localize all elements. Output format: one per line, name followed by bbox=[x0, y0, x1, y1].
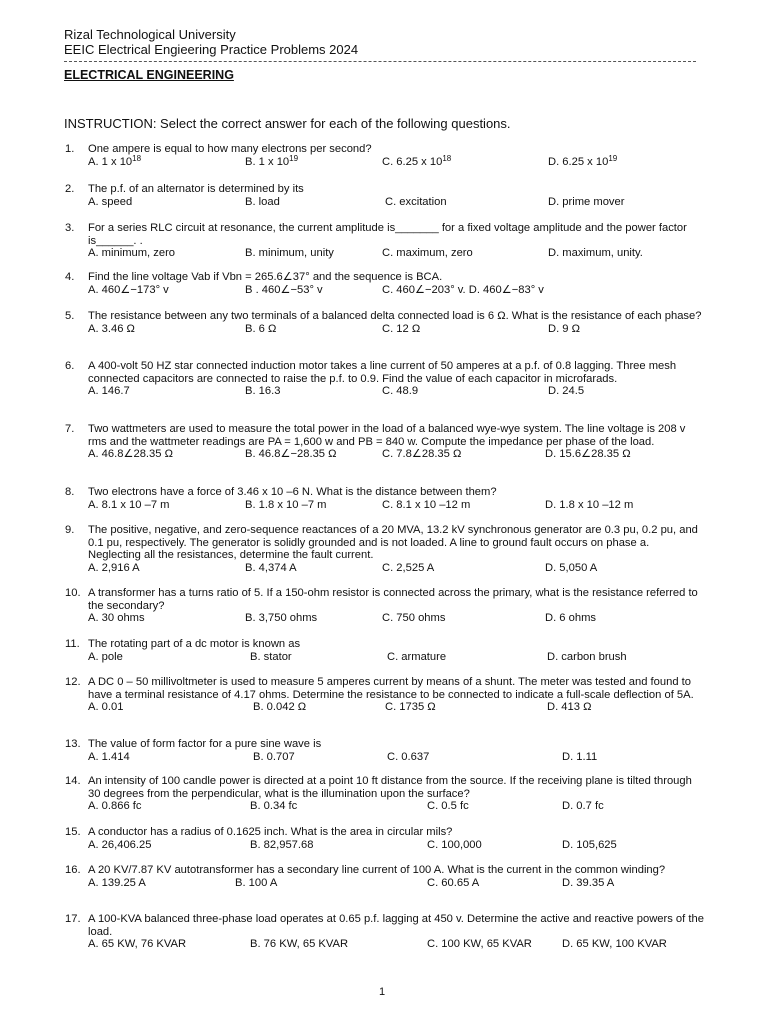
page-number: 1 bbox=[379, 986, 386, 998]
question-number: 10. bbox=[65, 587, 81, 599]
header-divider bbox=[64, 61, 696, 62]
question-stem: The resistance between any two terminals of a balanced delta connected load is 6 Ω. What is the resistance of each phase? bbox=[88, 310, 702, 322]
choice-b[interactable]: B. load bbox=[245, 195, 280, 208]
choice-a[interactable]: A. 8.1 x 10 –7 m bbox=[88, 498, 170, 511]
answer-choices bbox=[65, 612, 705, 625]
question-1 bbox=[65, 143, 705, 169]
choice-c[interactable]: C. 0.5 fc bbox=[427, 800, 469, 813]
answer-choices bbox=[65, 385, 705, 398]
question-number: 12. bbox=[65, 676, 81, 688]
choice-d[interactable]: D. 1.8 x 10 –12 m bbox=[545, 498, 634, 511]
choice-a[interactable]: A. speed bbox=[88, 195, 133, 208]
question-stem: Two wattmeters are used to measure the total power in the load of a balanced wye-wye system. The line voltage is 208 v rms and the wattmeter readings are PA = 1,600 w and PB = 840 w. Compute the impedance per phase of the load. bbox=[88, 423, 686, 448]
choice-b[interactable]: B. 3,750 ohms bbox=[245, 612, 318, 625]
choice-d[interactable]: D. 1.11 bbox=[562, 750, 598, 763]
question-10 bbox=[65, 587, 705, 625]
section-title: ELECTRICAL ENGINEERING bbox=[64, 68, 234, 82]
question-stem: A DC 0 – 50 millivoltmeter is used to measure 5 amperes current by means of a shunt. The meter was tested and found to have a terminal resistance of 4.17 ohms. Determine the resistance to be connected to indicate a full-scale deflection of 5A. bbox=[88, 676, 694, 701]
choice-b[interactable]: B. 0.34 fc bbox=[250, 800, 298, 813]
choice-d[interactable]: D. 15.6∠28.35 Ω bbox=[545, 448, 631, 461]
answer-choices bbox=[65, 800, 705, 813]
question-17 bbox=[65, 913, 705, 951]
answer-choices bbox=[65, 938, 705, 951]
choice-d[interactable]: D. 105,625 bbox=[562, 838, 617, 851]
choice-d[interactable]: D. prime mover bbox=[548, 195, 625, 208]
choice-d[interactable]: D. 9 Ω bbox=[548, 322, 580, 335]
question-number: 16. bbox=[65, 864, 81, 876]
instruction: INSTRUCTION: Select the correct answer for each of the following questions. bbox=[64, 116, 511, 131]
choice-a[interactable]: A. pole bbox=[88, 650, 123, 663]
question-number: 5. bbox=[65, 310, 75, 322]
choice-d[interactable]: D. 413 Ω bbox=[547, 701, 592, 714]
question-8 bbox=[65, 486, 705, 512]
choice-c[interactable]: C. 0.637 bbox=[387, 750, 430, 763]
choice-c[interactable]: C. armature bbox=[387, 650, 447, 663]
choice-b[interactable]: B. 76 KW, 65 KVAR bbox=[250, 938, 349, 951]
question-12 bbox=[65, 676, 705, 714]
question-number: 9. bbox=[65, 524, 75, 536]
question-number: 7. bbox=[65, 423, 75, 435]
question-stem: Two electrons have a force of 3.46 x 10 –6 N. What is the distance between them? bbox=[88, 486, 497, 498]
question-number: 4. bbox=[65, 271, 75, 283]
answer-choices bbox=[65, 499, 705, 512]
answer-choices bbox=[65, 751, 705, 764]
choice-c[interactable]: C. 8.1 x 10 –12 m bbox=[382, 498, 471, 511]
answer-choices bbox=[65, 323, 705, 336]
choice-c[interactable]: C. 7.8∠28.35 Ω bbox=[382, 448, 462, 461]
choice-c[interactable]: C. 100 KW, 65 KVAR bbox=[427, 938, 532, 951]
question-stem: An intensity of 100 candle power is directed at a point 10 ft distance from the source. If the receiving plane is tilted through 30 degrees from the perpendicular, what is the illumination upon the surface? bbox=[88, 775, 692, 800]
choice-a[interactable]: A. 0.866 fc bbox=[88, 800, 142, 813]
answer-choices bbox=[65, 651, 705, 664]
question-stem: A 20 KV/7.87 KV autotransformer has a secondary line current of 100 A. What is the current in the common winding? bbox=[88, 864, 666, 876]
question-15 bbox=[65, 826, 705, 852]
choice-b[interactable]: B. 100 A bbox=[235, 876, 278, 889]
answer-choices bbox=[65, 196, 705, 209]
choice-b[interactable]: B. 4,374 A bbox=[245, 561, 297, 574]
choice-b[interactable]: B. minimum, unity bbox=[245, 247, 334, 260]
choice-a[interactable]: A. 1 x $10^{18}$ bbox=[88, 153, 142, 168]
question-stem: The positive, negative, and zero-sequence reactances of a 20 MVA, 13.2 kV synchronous generator are 0.3 pu, 0.2 pu, and 0.1 pu, respectively. The generator is solidly grounded and is not loaded. A line to ground fault occurs on phase a. Neglecting all the resistances, determine the fault current. bbox=[88, 524, 698, 562]
choice-c[interactable]: C. 460∠−203° v. D. 460∠−83° v bbox=[382, 283, 544, 296]
choice-d[interactable]: D. 6.25 x $10^{19}$ bbox=[548, 153, 618, 168]
answer-choices bbox=[65, 284, 705, 297]
choice-b[interactable]: B . 460∠−53° v bbox=[245, 283, 323, 296]
choice-c[interactable]: C. excitation bbox=[385, 195, 447, 208]
question-number: 3. bbox=[65, 222, 75, 234]
question-9 bbox=[65, 524, 705, 575]
question-stem: For a series RLC circuit at resonance, the current amplitude is_______ for a fixed voltage amplitude and the power factor is______. . bbox=[88, 222, 687, 247]
question-number: 13. bbox=[65, 738, 81, 750]
choice-b[interactable]: B. 0.707 bbox=[253, 750, 295, 763]
choice-d[interactable]: D. 6 ohms bbox=[545, 612, 596, 625]
question-stem: A 400-volt 50 HZ star connected induction motor takes a line current of 50 amperes at a p.f. of 0.8 lagging. Three mesh connected capacitors are connected to raise the p.f. to 0.9. Find the value of each capacitor in microfarads. bbox=[88, 360, 677, 385]
choice-a[interactable]: A. 30 ohms bbox=[88, 612, 145, 625]
question-5 bbox=[65, 310, 705, 336]
answer-choices bbox=[65, 153, 705, 169]
question-4 bbox=[65, 271, 705, 297]
choice-c[interactable]: C. 1735 Ω bbox=[385, 701, 436, 714]
question-number: 8. bbox=[65, 486, 75, 498]
choice-d[interactable]: D. 5,050 A bbox=[545, 561, 598, 574]
choice-b[interactable]: B. 0.042 Ω bbox=[253, 701, 307, 714]
question-13 bbox=[65, 738, 705, 764]
question-number: 14. bbox=[65, 775, 81, 787]
question-number: 11. bbox=[65, 638, 80, 650]
answer-choices bbox=[65, 562, 705, 575]
question-7 bbox=[65, 423, 705, 461]
answer-choices bbox=[65, 247, 705, 260]
question-6 bbox=[65, 360, 705, 398]
choice-c[interactable]: C. 2,525 A bbox=[382, 561, 435, 574]
choice-b[interactable]: B. 16.3 bbox=[245, 385, 281, 398]
exponent: 19 bbox=[289, 153, 299, 163]
question-3 bbox=[65, 222, 705, 260]
question-stem: A 100-KVA balanced three-phase load operates at 0.65 p.f. lagging at 450 v. Determine the active and reactive powers of the load. bbox=[88, 913, 704, 938]
choice-b[interactable]: B. 82,957.68 bbox=[250, 838, 314, 851]
exponent: 18 bbox=[442, 153, 452, 163]
choice-a[interactable]: A. 26,406.25 bbox=[88, 838, 152, 851]
answer-choices bbox=[65, 448, 705, 461]
question-stem: A transformer has a turns ratio of 5. If a 150-ohm resistor is connected across the primary, what is the resistance referred to the secondary? bbox=[88, 587, 698, 612]
choice-a[interactable]: A. 0.01 bbox=[88, 701, 124, 714]
choice-d[interactable]: D. maximum, unity. bbox=[548, 247, 643, 260]
choice-a[interactable]: A. 65 KW, 76 KVAR bbox=[88, 938, 187, 951]
choice-a[interactable]: A. 460∠−173° v bbox=[88, 283, 169, 296]
choice-c[interactable]: C. 48.9 bbox=[382, 385, 419, 398]
question-number: 15. bbox=[65, 826, 81, 838]
question-stem: The p.f. of an alternator is determined by its bbox=[88, 183, 304, 195]
choice-c[interactable]: C. 60.65 A bbox=[427, 876, 480, 889]
question-stem: The value of form factor for a pure sine wave is bbox=[88, 738, 322, 750]
choice-a[interactable]: A. minimum, zero bbox=[88, 247, 176, 260]
choice-a[interactable]: A. 46.8∠28.35 Ω bbox=[88, 448, 173, 461]
course-title: EEIC Electrical Engieering Practice Problems 2024 bbox=[64, 42, 359, 57]
choice-a[interactable]: A. 139.25 A bbox=[88, 876, 146, 889]
choice-d[interactable]: D. 39.35 A bbox=[562, 876, 615, 889]
question-number: 17. bbox=[65, 913, 81, 925]
question-number: 2. bbox=[65, 183, 75, 195]
question-stem: The rotating part of a dc motor is known as bbox=[88, 638, 301, 650]
question-stem: Find the line voltage Vab if Vbn = 265.6∠37° and the sequence is BCA. bbox=[88, 271, 443, 283]
question-2 bbox=[65, 183, 705, 209]
choice-b[interactable]: B. 6 Ω bbox=[245, 322, 277, 335]
choice-c[interactable]: C. 12 Ω bbox=[382, 322, 421, 335]
choice-b[interactable]: B. 1.8 x 10 –7 m bbox=[245, 498, 327, 511]
exponent: 18 bbox=[132, 153, 142, 163]
choice-c[interactable]: C. maximum, zero bbox=[382, 247, 473, 260]
choice-d[interactable]: D. 65 KW, 100 KVAR bbox=[562, 938, 667, 951]
choice-a[interactable]: A. 146.7 bbox=[88, 385, 130, 398]
question-stem: A conductor has a radius of 0.1625 inch. What is the area in circular mils? bbox=[88, 826, 453, 838]
choice-c[interactable]: C. 750 ohms bbox=[382, 612, 446, 625]
choice-a[interactable]: A. 2,916 A bbox=[88, 561, 140, 574]
choice-c[interactable]: C. 6.25 x $10^{18}$ bbox=[382, 153, 452, 168]
choice-d[interactable]: D. carbon brush bbox=[547, 650, 627, 663]
question-number: 1. bbox=[65, 143, 75, 155]
choice-d[interactable]: D. 0.7 fc bbox=[562, 800, 604, 813]
question-14 bbox=[65, 775, 705, 813]
choice-b[interactable]: B. 46.8∠−28.35 Ω bbox=[245, 448, 337, 461]
answer-choices bbox=[65, 877, 705, 890]
question-11 bbox=[65, 638, 705, 664]
university-name: Rizal Technological University bbox=[64, 27, 236, 42]
answer-choices bbox=[65, 701, 705, 714]
question-number: 6. bbox=[65, 360, 75, 372]
choice-d[interactable]: D. 24.5 bbox=[548, 385, 585, 398]
answer-choices bbox=[65, 839, 705, 852]
choice-a[interactable]: A. 3.46 Ω bbox=[88, 322, 135, 335]
choice-a[interactable]: A. 1.414 bbox=[88, 750, 130, 763]
question-stem: One ampere is equal to how many electrons per second? bbox=[88, 143, 372, 155]
choice-b[interactable]: B. 1 x $10^{19}$ bbox=[245, 153, 299, 168]
choice-c[interactable]: C. 100,000 bbox=[427, 838, 482, 851]
choice-b[interactable]: B. stator bbox=[250, 650, 292, 663]
question-16 bbox=[65, 864, 705, 890]
exponent: 19 bbox=[608, 153, 618, 163]
